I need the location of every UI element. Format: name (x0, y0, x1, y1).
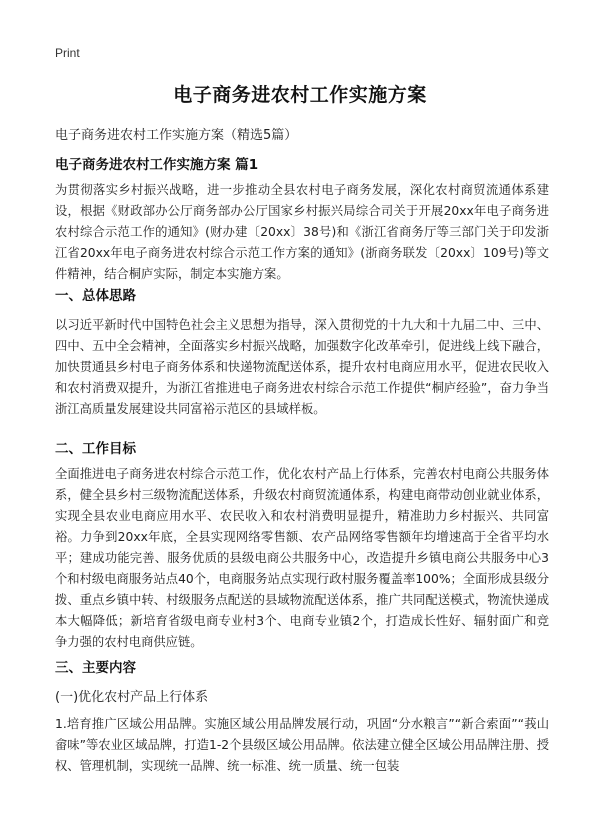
document-subtitle: 电子商务进农村工作实施方案（精选5篇） (55, 128, 298, 143)
section-heading-overall-approach: 一、总体思路 (55, 288, 136, 304)
article-heading: 电子商务进农村工作实施方案 篇1 (55, 157, 259, 173)
print-label[interactable]: Print (55, 46, 80, 60)
item-1-paragraph: 1.培育推广区域公用品牌。实施区域公用品牌发展行动，巩固“分水粮言”“新合索面”“莪山畲味”等农业区域品牌，打造1-2个县级区域公用品牌。依法建立健全区域公用品牌注册、授权、管理机制，实现统一品牌、统一标准、统一质量、统一包装 (55, 717, 549, 773)
work-goals-paragraph: 全面推进电子商务进农村综合示范工作，优化农村产品上行体系，完善农村电商公共服务体系，健全县乡村三级物流配送体系，升级农村商贸流通体系，构建电商带动创业就业体系，实现全县农业电商应用水平、农民收入和农村消费明显提升，精准助力乡村振兴、共同富裕。力争到20xx年底，全县实现网络零售额、农产品网络零售额年均增速高于全省平均水平；建成功能完善、服务优质的县级电商公共服务中心，改造提升乡镇电商公共服务中心3个和村级电商服务站点40个，电商服务站点实现行政村服务覆盖率100%；全面形成县级分拨、重点乡镇中转、村级服务点配送的县域物流配送体系，推广共同配送模式，物流快递成本大幅降低；新培育省级电商专业村3个、电商专业镇2个，打造成长性好、辐射面广和竞争力强的农村电商供应链。 (55, 467, 549, 649)
subsection-heading-product-upward: (一)优化农村产品上行体系 (55, 690, 209, 705)
document-title: 电子商务进农村工作实施方案 (173, 84, 427, 106)
intro-paragraph: 为贯彻落实乡村振兴战略，进一步推动全县农村电子商务发展，深化农村商贸流通体系建设，根据《财政部办公厅商务部办公厅国家乡村振兴局综合司关于开展20xx年电子商务进农村综合示范工作的通知》(财办建〔20xx〕38号)和《浙江省商务厅等三部门关于印发浙江省20xx年电子商务进农村综合示范工作方案的通知》(浙商务联发〔20xx〕109号)等文件精神，结合桐庐实际，制定本实施方案。 (55, 183, 549, 281)
overall-approach-paragraph: 以习近平新时代中国特色社会主义思想为指导，深入贯彻党的十九大和十九届二中、三中、四中、五中全会精神，全面落实乡村振兴战略，加强数字化改革牵引，促进线上线下融合，加快贯通县乡村电子商务体系和快递物流配送体系，提升农村电商应用水平，促进农民收入和农村消费双提升，为浙江省推进电子商务进农村综合示范工作提供“桐庐经验”，奋力争当浙江高质量发展建设共同富裕示范区的县域样板。 (55, 318, 549, 416)
section-heading-main-content: 三、主要内容 (55, 660, 136, 676)
section-heading-work-goals: 二、工作目标 (55, 441, 136, 457)
